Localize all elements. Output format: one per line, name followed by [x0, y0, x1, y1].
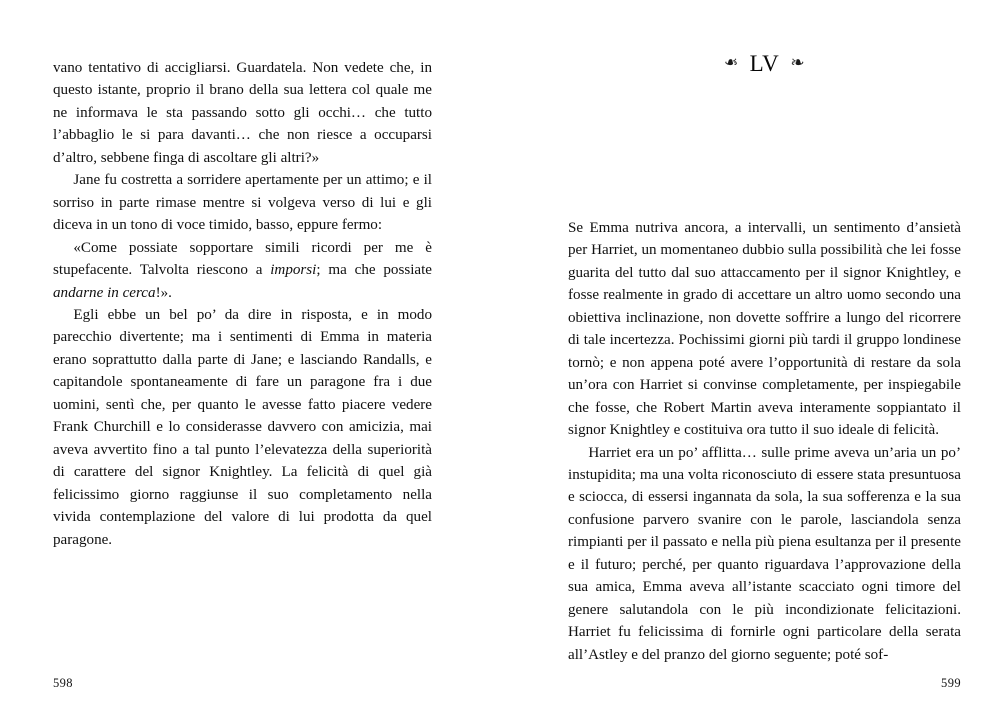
paragraph: [568, 442, 961, 667]
ornament-flourish-right-icon: ❧: [790, 53, 805, 72]
paragraph: [53, 57, 432, 169]
paragraph: [568, 217, 961, 442]
text-run: Jane fu costretta a sorridere apertamente per un attimo; e il sorriso in parte rimase mentre si volgeva verso di lui e gli diceva in un tono di voce timido, basso, eppure fermo:: [53, 172, 432, 234]
text-run: Harriet era un po’ afflitta… sulle prime aveva un’aria un po’ instupidita; ma una volta riconosciuto di essere stata presuntuosa e sciocca, di essersi ingannata da sola, la sua sofferenza e la sua confusione parvero svanire con le parole, lasciandola senza rimpianti per il passato e nella più piena esultanza per il presente e il futuro; perché, per quanto riguardava l’approvazione della sua amica, Emma aveva all’istante scacciato ogni timore del genere salutandola con le più incondizionate felicitazioni. Harriet fu felicissima di fornirle ogni particolare della serata all’Astley e del pranzo del giorno seguente; poté sof-: [568, 444, 961, 663]
page-number-left: 598: [53, 676, 73, 690]
paragraph: [53, 237, 432, 304]
text-run: Se Emma nutriva ancora, a intervalli, un sentimento d’ansietà per Harriet, un momentaneo dubbio sulla possibilità che lei fosse guarita del tutto dal suo attaccamento per il signor Knightley, e fosse realmente in grado di accettare un altro uomo secondo una obiettiva inclinazione, non dovette soffrire a lungo del ricorrere di tale incertezza. Pochissimi giorni più tardi il gruppo londinese tornò; e non appena poté avere l’opportunità di restare da sola un’ora con Harriet si convinse completamente, per inspiegabile che fosse, che Robert Martin aveva interamente soppiantato il signor Knightley e costituiva ora tutto il suo ideale di felicità.: [568, 220, 961, 439]
text-run: ; ma che possiate: [316, 262, 433, 279]
chapter-number: LV: [749, 51, 780, 76]
paragraph: [53, 304, 432, 551]
chapter-heading: [568, 52, 961, 75]
left-page-text-block: [53, 57, 432, 551]
page-number-right: 599: [941, 676, 961, 690]
text-run: Egli ebbe un bel po’ da dire in risposta, e in modo parecchio divertente; ma i sentimenti di Emma in materia erano soprattutto dalla parte di Jane; e lasciando Randalls, e capitandole spontaneamente di fare un paragone fra i due uomini, sentì che, per quanto le avesse fatto piacere vedere Frank Churchill e lo considerasse davvero con amicizia, mai aveva avvertito fino a tal punto l’elevatezza della superiorità di carattere del signor Knightley. La felicità di quel già felicissimo giorno raggiunse il suo completamento nella vivida contemplazione del valore di lui prodotta da quel paragone.: [53, 306, 432, 548]
text-run: «Come possiate sopportare simili ricordi per me è stupefacente. Talvolta riescono a: [53, 239, 432, 279]
text-run: !».: [155, 284, 172, 301]
text-run-italic: andarne in cerca: [53, 284, 156, 301]
text-run-italic: imporsi: [270, 262, 317, 279]
ornament-flourish-left-icon: ❧: [724, 53, 739, 72]
text-run: vano tentativo di accigliarsi. Guardatela. Non vedete che, in questo istante, proprio il brano della sua lettera col quale me ne informava le sta passando sotto gli occhi… che tutto l’abbaglio le si para davanti… che non riesce a occuparsi d’altro, sebbene finga di ascoltare gli altri?»: [53, 60, 432, 166]
right-page-text-block: [568, 217, 961, 666]
paragraph: [53, 169, 432, 236]
